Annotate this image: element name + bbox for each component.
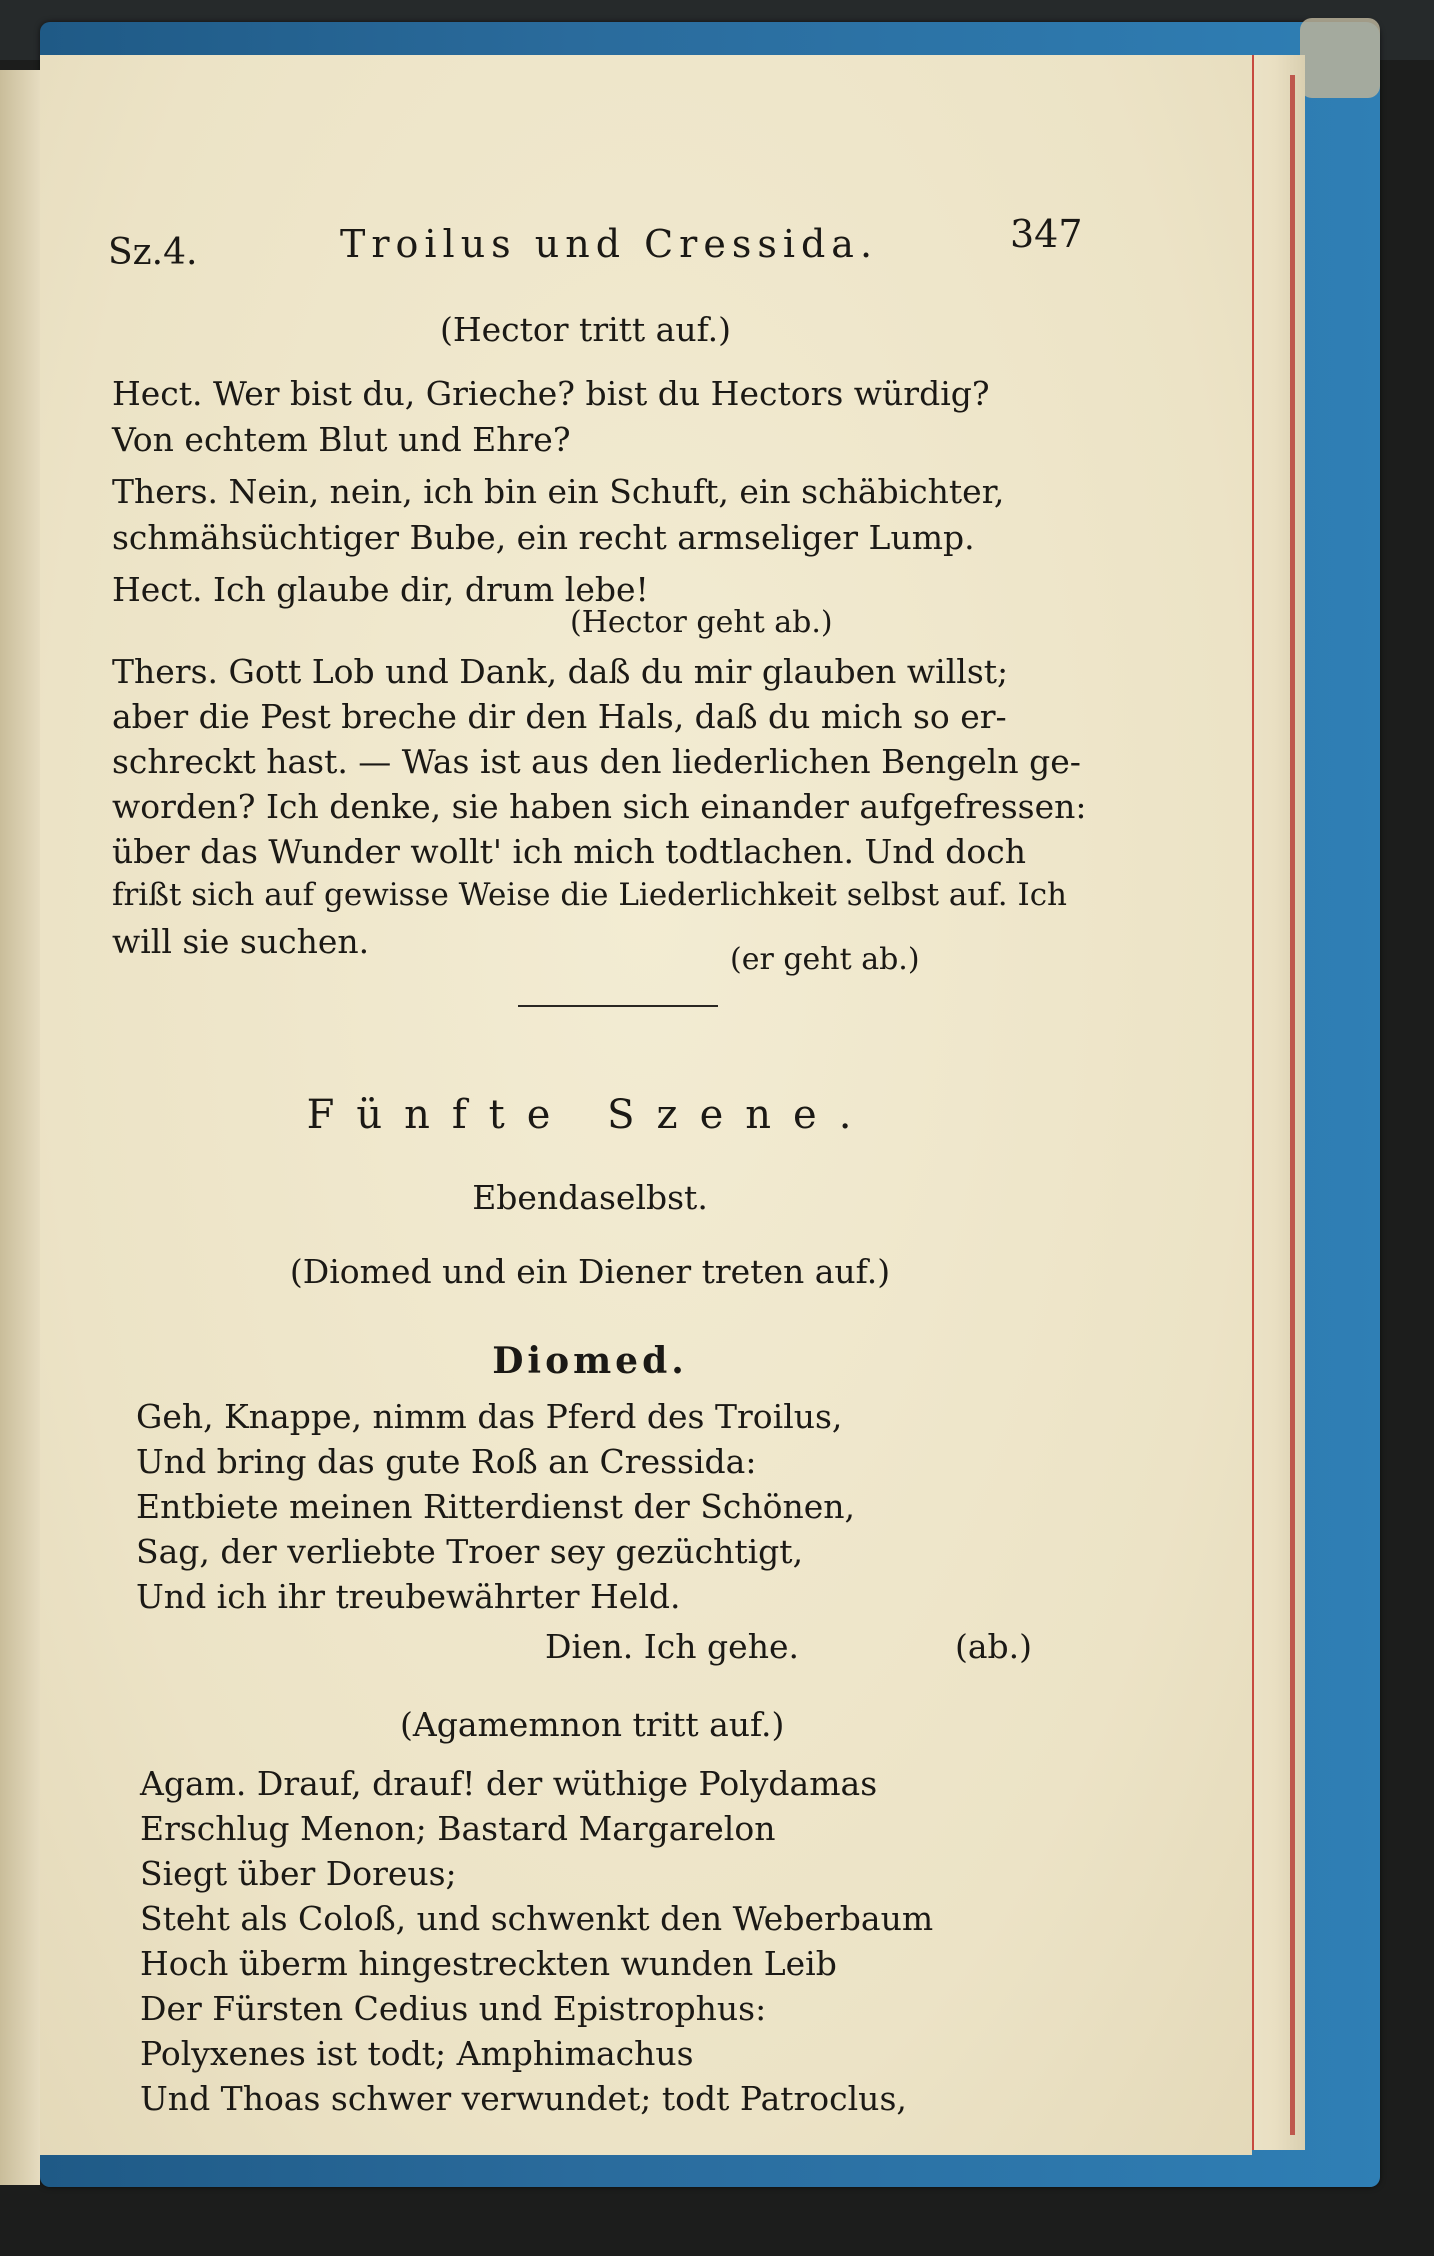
speech-line: will sie suchen. <box>112 922 370 961</box>
speaker-heading: Diomed. <box>492 1340 688 1382</box>
verse-line: Polyxenes ist todt; Amphimachus <box>140 2034 694 2073</box>
verse-line: Und Thoas schwer verwundet; todt Patroclus, <box>140 2079 907 2118</box>
book-page <box>40 55 1252 2155</box>
verse-line: Hoch überm hingestreckten wunden Leib <box>140 1944 837 1983</box>
speech-line: Hect. Wer bist du, Grieche? bist du Hectors würdig? <box>112 374 990 413</box>
verse-line: Der Fürsten Cedius und Epistrophus: <box>140 1989 767 2028</box>
speech-line: schmähsüchtiger Bube, ein recht armseliger Lump. <box>112 518 975 557</box>
verse-line: Siegt über Doreus; <box>140 1854 457 1893</box>
stage-direction: (Diomed und ein Diener treten auf.) <box>289 1252 891 1291</box>
page-stack-edge <box>1245 55 1305 2150</box>
page-number: 347 <box>1010 212 1083 256</box>
stage-direction: (Hector geht ab.) <box>570 605 833 640</box>
verse-line: Sag, der verliebte Troer sey gezüchtigt, <box>136 1532 804 1571</box>
speech-line: Thers. Nein, nein, ich bin ein Schuft, ein schäbichter, <box>112 472 1005 511</box>
stage-direction: (ab.) <box>955 1627 1033 1666</box>
stage-direction: (Hector tritt auf.) <box>440 310 731 349</box>
scene-marker: Sz.4. <box>108 232 198 273</box>
running-title: Troilus und Cressida. <box>340 222 879 266</box>
worn-cover-corner <box>1300 18 1380 98</box>
speech-line: schreckt hast. — Was ist aus den liederlichen Bengeln ge- <box>112 742 1081 781</box>
section-divider <box>518 1005 718 1007</box>
speech-line: frißt sich auf gewisse Weise die Liederlichkeit selbst auf. Ich <box>112 877 1068 913</box>
verse-line: Erschlug Menon; Bastard Margarelon <box>140 1809 776 1848</box>
speech-line: Thers. Gott Lob und Dank, daß du mir glauben willst; <box>112 652 1009 691</box>
scene-heading: Fünfte Szene. <box>306 1092 874 1138</box>
red-page-edge-inner <box>1290 75 1295 2135</box>
verse-line: Und ich ihr treubewährter Held. <box>136 1577 681 1616</box>
stage-direction: (Agamemnon tritt auf.) <box>400 1705 785 1744</box>
verse-line: Und bring das gute Roß an Cressida: <box>136 1442 757 1481</box>
speech-line: über das Wunder wollt' ich mich todtlachen. Und doch <box>112 832 1026 871</box>
verse-line: Entbiete meinen Ritterdienst der Schönen, <box>136 1487 856 1526</box>
speech-line: aber die Pest breche dir den Hals, daß du mich so er- <box>112 697 1007 736</box>
verse-line: Steht als Coloß, und schwenkt den Weberbaum <box>140 1899 934 1938</box>
verse-line: Dien. Ich gehe. <box>545 1627 799 1666</box>
previous-page-edge <box>0 70 40 2185</box>
speech-line: Von echtem Blut und Ehre? <box>112 420 571 459</box>
scene-location: Ebendaselbst. <box>472 1178 708 1217</box>
verse-line: Geh, Knappe, nimm das Pferd des Troilus, <box>136 1397 843 1436</box>
speech-line: Hect. Ich glaube dir, drum lebe! <box>112 570 649 609</box>
stage-direction: (er geht ab.) <box>730 942 920 977</box>
speech-line: worden? Ich denke, sie haben sich einander aufgefressen: <box>112 787 1087 826</box>
verse-line: Agam. Drauf, drauf! der wüthige Polydamas <box>140 1764 878 1803</box>
